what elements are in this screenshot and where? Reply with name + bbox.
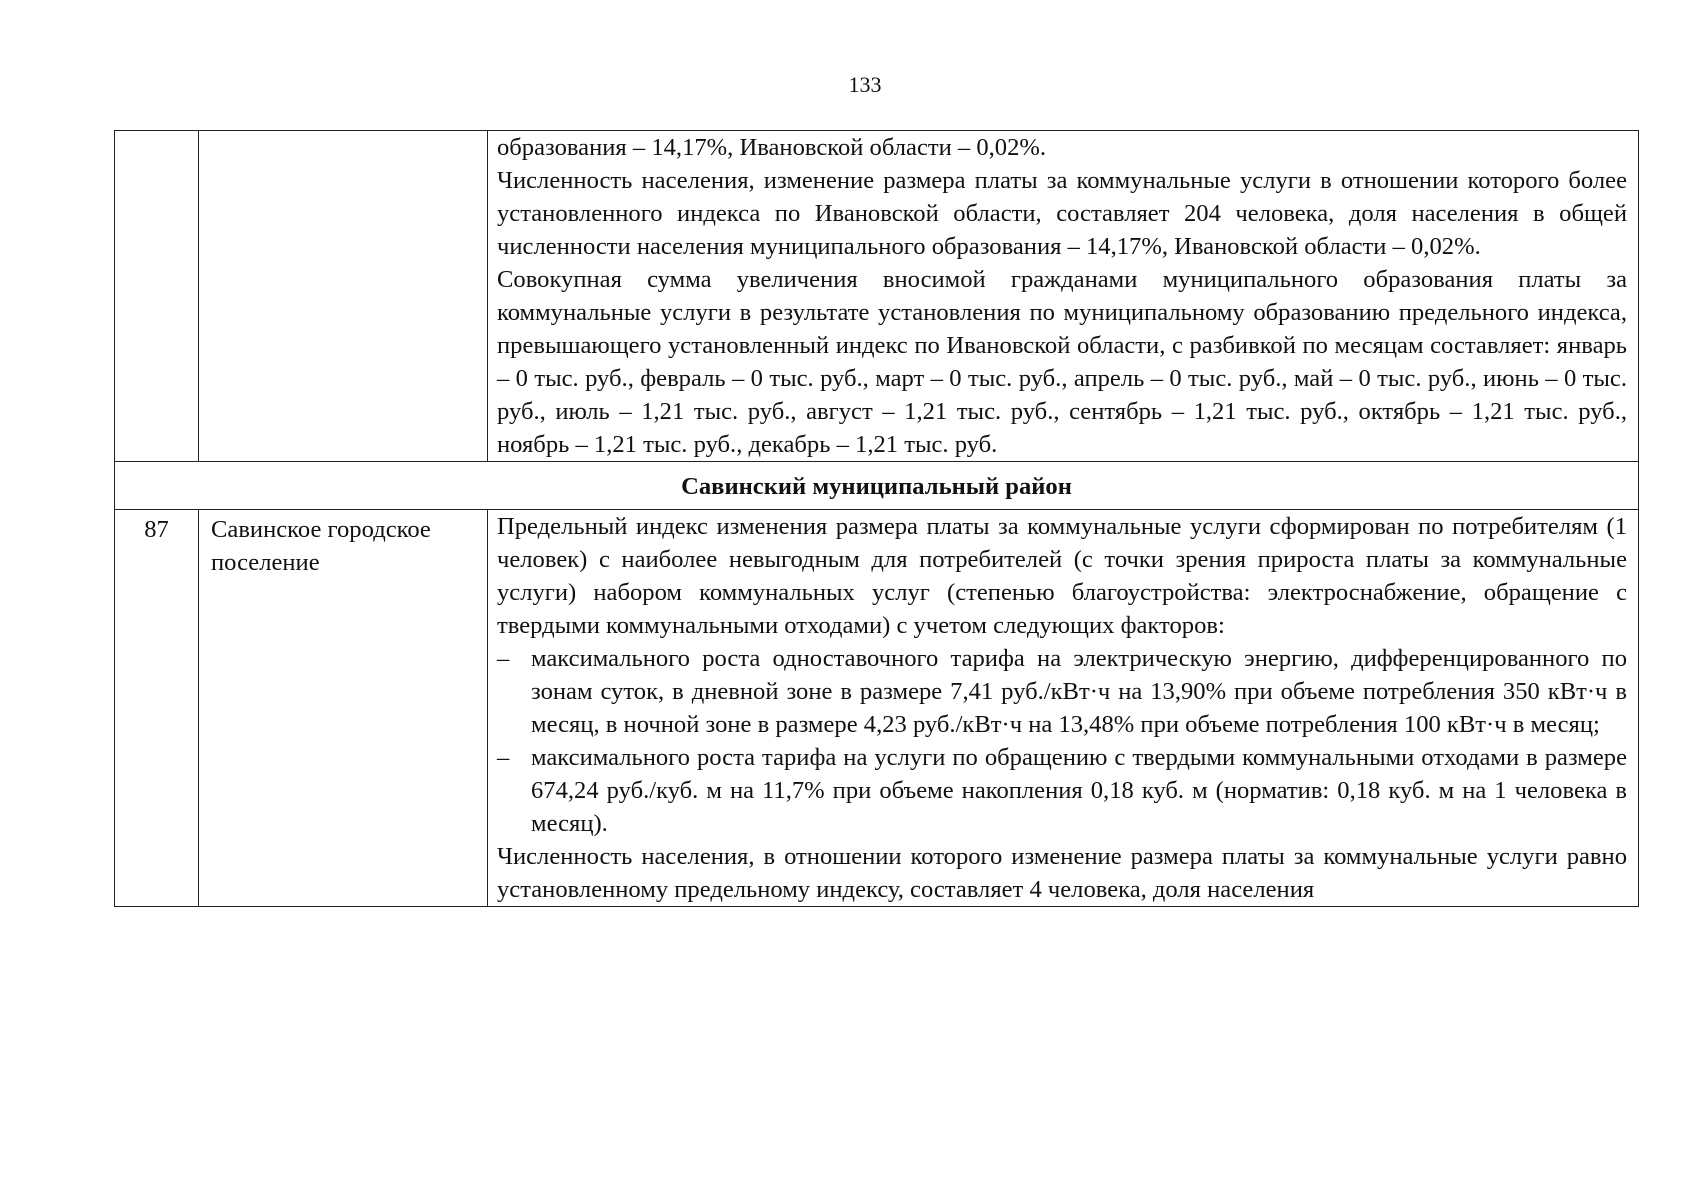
municipality-name: Савинское городское поселение <box>199 510 488 907</box>
data-table <box>114 130 1639 907</box>
paragraph: образования – 14,17%, Ивановской области – 0,02%. <box>497 134 1047 161</box>
cell-description-continued <box>488 131 1639 462</box>
section-title: Савинский муниципальный район <box>115 462 1639 510</box>
cell-description <box>488 510 1639 907</box>
outro-paragraph: Численность населения, в отношении которого изменение размера платы за коммунальные услуги равно установленному предельному индексу, составляет 4 человека, доля населения <box>497 843 1627 903</box>
paragraph: Численность населения, изменение размера платы за коммунальные услуги в отношении которого более установленного индекса по Ивановской области, составляет 204 человека, доля населения в общей численности населения муниципального образования – 14,17%, Ивановской области – 0,02%. <box>497 167 1627 260</box>
table-row-continued <box>115 131 1639 462</box>
list-item: – максимального роста тарифа на услуги по обращению с твердыми коммунальными отходами в размере 674,24 руб./куб. м на 11,7% при объеме накопления 0,18 куб. м (норматив: 0,18 куб. м на 1 человека в месяц). <box>497 741 1627 840</box>
intro-paragraph: Предельный индекс изменения размера платы за коммунальные услуги сформирован по потребителям (1 человек) с наиболее невыгодным для потребителей (с точки зрения прироста платы за коммунальные услуги) набором коммунальных услуг (степенью благоустройства: электроснабжение, обращение с твердыми коммунальными отходами) с учетом следующих факторов: <box>497 513 1627 639</box>
cell-number-empty <box>115 131 199 462</box>
factor-list <box>497 642 1627 840</box>
cell-name-empty <box>199 131 488 462</box>
table-row-87 <box>115 510 1639 907</box>
page-number: 133 <box>848 72 882 97</box>
list-item: – максимального роста одноставочного тарифа на электрическую энергию, дифференцированного по зонам суток, в дневной зоне в размере 7,41 руб./кВт·ч на 13,90% при объеме потребления 350 кВт·ч в месяц, в ночной зоне в размере 4,23 руб./кВт·ч на 13,48% при объеме потребления 100 кВт·ч в месяц; <box>497 642 1627 741</box>
section-header-row <box>115 462 1639 510</box>
paragraph: Совокупная сумма увеличения вносимой гражданами муниципального образования платы за коммунальные услуги в результате установления по муниципальному образованию предельного индекса, превышающего установленный индекс по Ивановской области, с разбивкой по месяцам составляет: январь – 0 тыс. руб., февраль – 0 тыс. руб., март – 0 тыс. руб., апрель – 0 тыс. руб., май – 0 тыс. руб., июнь – 0 тыс. руб., июль – 1,21 тыс. руб., август – 1,21 тыс. руб., сентябрь – 1,21 тыс. руб., октябрь – 1,21 тыс. руб., ноябрь – 1,21 тыс. руб., декабрь – 1,21 тыс. руб. <box>497 266 1627 458</box>
row-number: 87 <box>115 510 199 907</box>
